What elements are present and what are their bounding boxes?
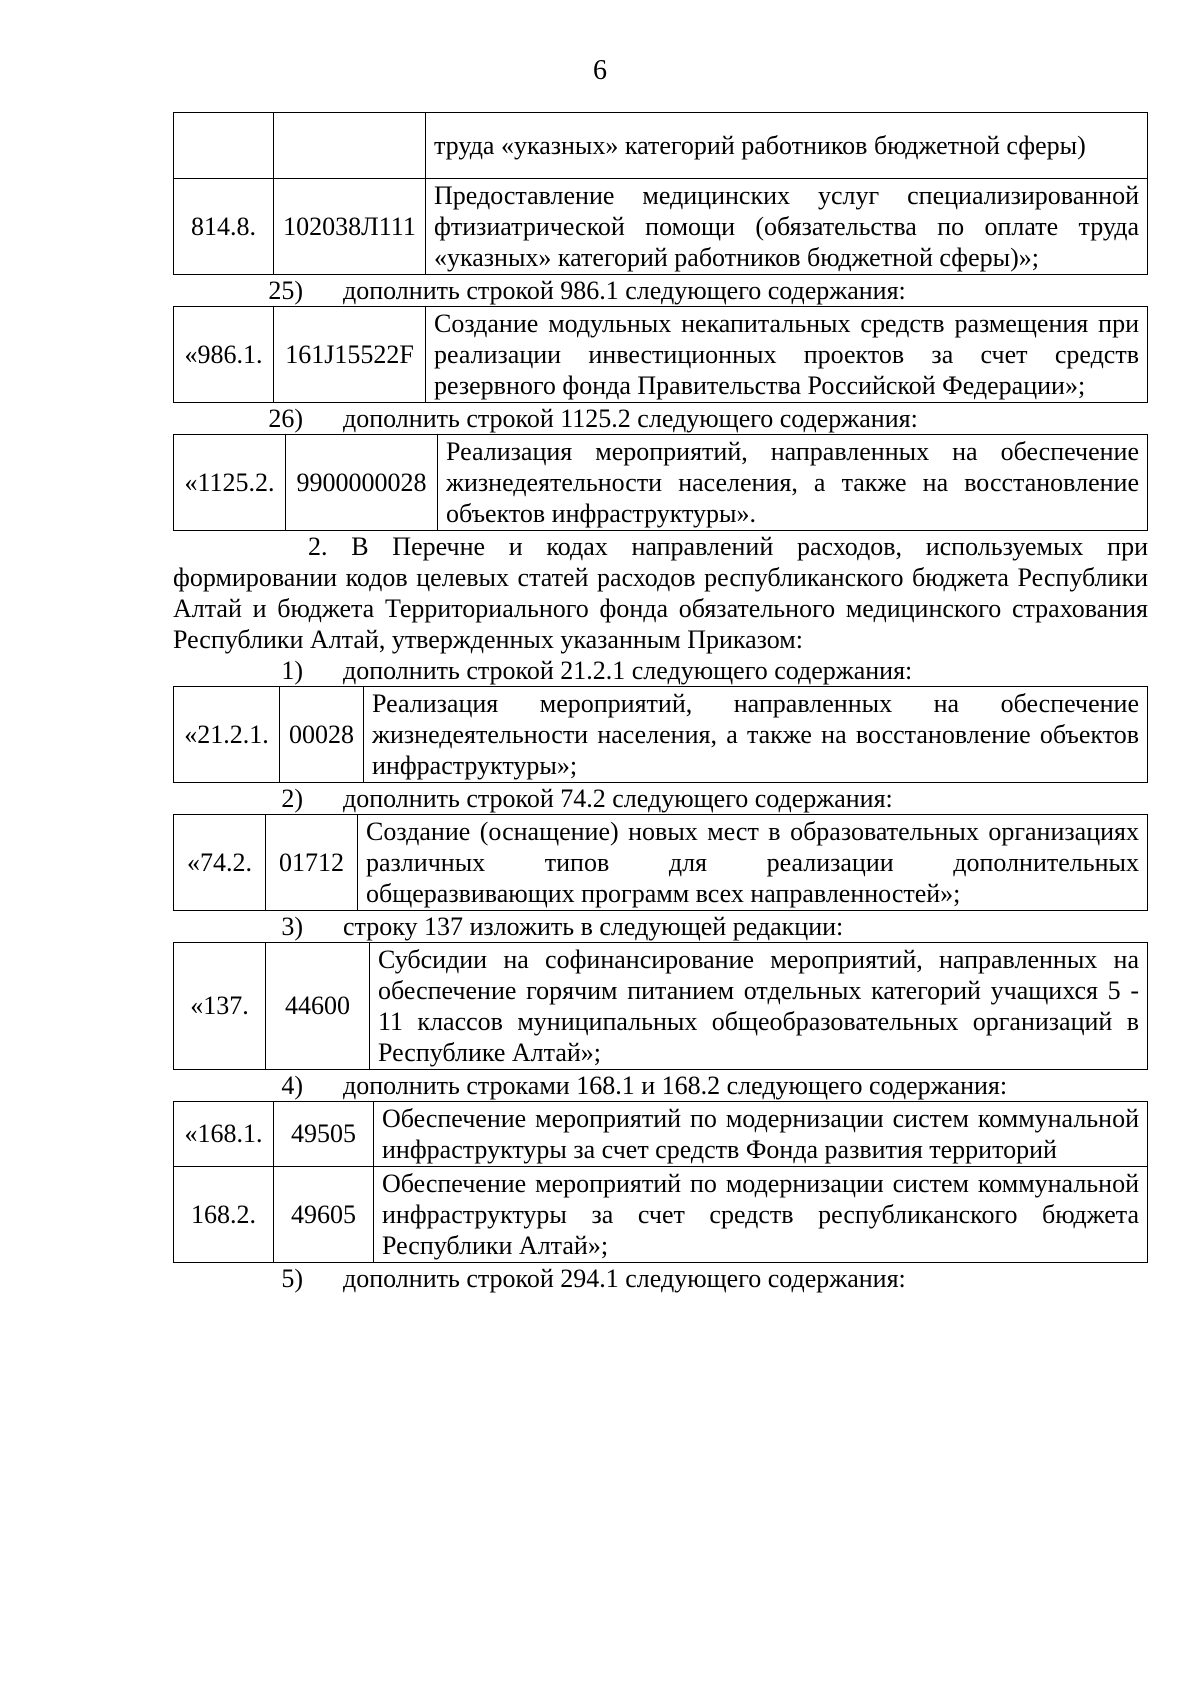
instruction-number: 2) [281,784,303,813]
table-codes-5 [173,814,1148,911]
row-code: 102038Л111 [274,179,426,275]
row-code: 44600 [266,943,370,1070]
row-text: Реализация мероприятий, направленных на обеспечение жизнедеятельности населения, а также на восстановление объектов инфраструктуры». [438,435,1148,531]
instruction-number: 26) [268,404,303,433]
table-codes-1 [173,112,1148,275]
instruction-number: 3) [281,912,303,941]
instruction-number: 25) [268,276,303,305]
instruction-number: 1) [281,656,303,685]
instruction-3 [173,911,1148,942]
instruction-text: дополнить строкой 294.1 следующего содержания: [343,1264,906,1293]
table-row [174,943,1148,1070]
row-code: 01712 [266,815,358,911]
row-number: «74.2. [174,815,266,911]
table-row [174,815,1148,911]
row-text: Создание модульных некапитальных средств размещения при реализации инвестиционных проектов за счет средств резервного фонда Правительства Российской Федерации»; [426,307,1148,403]
row-number: «21.2.1. [174,687,280,783]
instruction-text: дополнить строкой 21.2.1 следующего содержания: [343,656,913,685]
row-number: «137. [174,943,266,1070]
row-code: 9900000028 [286,435,438,531]
instruction-number: 5) [281,1264,303,1293]
row-text: Обеспечение мероприятий по модернизации систем коммунальной инфраструктуры за счет средств республиканского бюджета Республики Алтай»; [374,1167,1148,1263]
row-number: 814.8. [174,179,274,275]
instruction-2 [173,783,1148,814]
row-number [174,113,274,179]
row-text: Обеспечение мероприятий по модернизации систем коммунальной инфраструктуры за счет средств Фонда развития территорий [374,1102,1148,1167]
row-code: 161J15522F [274,307,426,403]
table-row [174,1167,1148,1263]
row-code: 49505 [274,1102,374,1167]
instruction-text: строку 137 изложить в следующей редакции: [343,912,844,941]
row-text: труда «указных» категорий работников бюджетной сферы) [426,113,1148,179]
table-codes-6 [173,942,1148,1070]
document-body [173,112,1148,1294]
row-number: «168.1. [174,1102,274,1167]
paragraph-2 [173,531,1148,655]
instruction-25 [173,275,1148,306]
table-row [174,687,1148,783]
instruction-text: дополнить строкой 74.2 следующего содержания: [343,784,893,813]
instruction-26 [173,403,1148,434]
table-codes-7 [173,1101,1148,1263]
row-number: «1125.2. [174,435,286,531]
row-text: Субсидии на софинансирование мероприятий, направленных на обеспечение горячим питанием отдельных категорий учащихся 5 - 11 классов муниципальных общеобразовательных организаций в Республике Алтай»; [370,943,1148,1070]
row-number: 168.2. [174,1167,274,1263]
row-number: «986.1. [174,307,274,403]
row-text: Предоставление медицинских услуг специализированной фтизиатрической помощи (обязательства по оплате труда «указных» категорий работников бюджетной сферы)»; [426,179,1148,275]
row-text: Создание (оснащение) новых мест в образовательных организациях различных типов для реализации дополнительных общеразвивающих программ всех направленностей»; [358,815,1148,911]
instruction-1 [173,655,1148,686]
instruction-5 [173,1263,1148,1294]
row-code: 49605 [274,1167,374,1263]
table-row [174,113,1148,179]
instruction-text: дополнить строкой 986.1 следующего содержания: [343,276,906,305]
table-codes-3 [173,434,1148,531]
table-row [174,179,1148,275]
row-text: Реализация мероприятий, направленных на обеспечение жизнедеятельности населения, а также на восстановление объектов инфраструктуры»; [364,687,1148,783]
table-codes-4 [173,686,1148,783]
instruction-number: 4) [281,1071,303,1100]
table-row [174,1102,1148,1167]
page-number: 6 [593,55,607,86]
instruction-text: дополнить строками 168.1 и 168.2 следующего содержания: [343,1071,1008,1100]
row-code [274,113,426,179]
table-codes-2 [173,306,1148,403]
row-code: 00028 [280,687,364,783]
table-row [174,435,1148,531]
paragraph-text: 2. В Перечне и кодах направлений расходов, используемых при формировании кодов целевых статей расходов республиканского бюджета Республики Алтай и бюджета Территориального фонда обязательного медицинского страхования Республики Алтай, утвержденных указанным Приказом: [173,532,1148,654]
instruction-4 [173,1070,1148,1101]
instruction-text: дополнить строкой 1125.2 следующего содержания: [343,404,918,433]
table-row [174,307,1148,403]
